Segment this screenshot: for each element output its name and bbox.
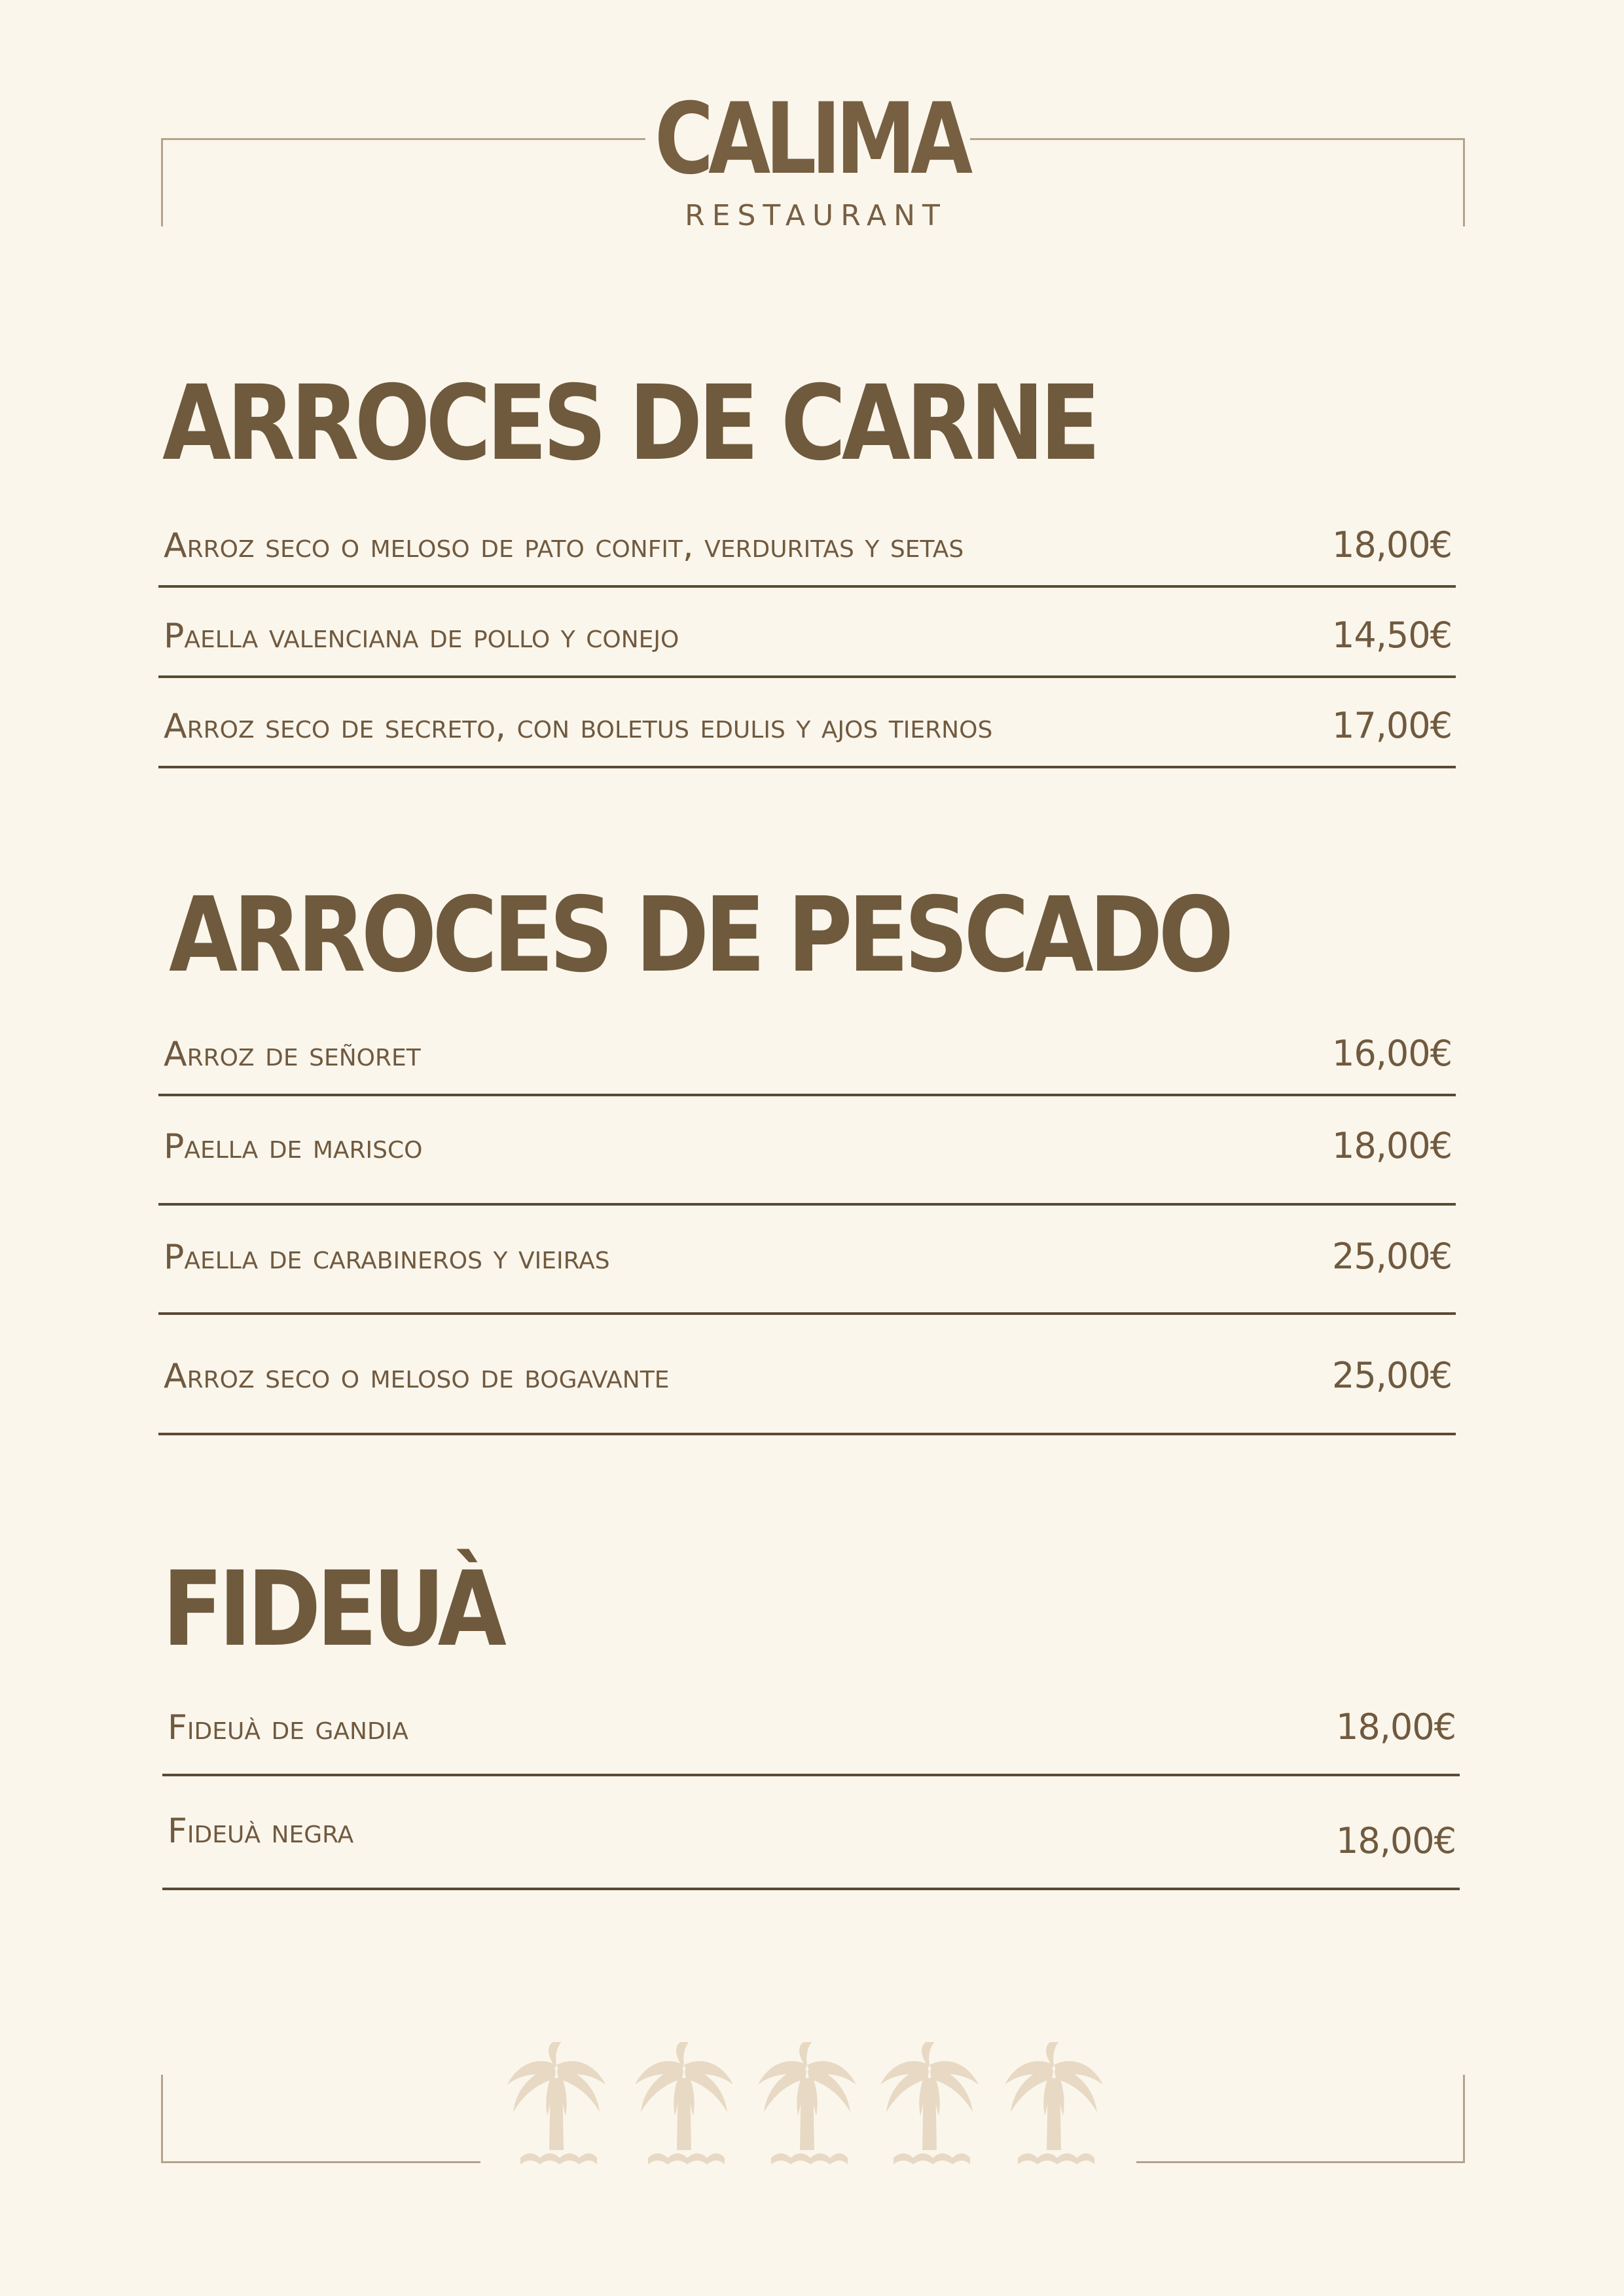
menu-item: [158, 497, 1456, 588]
frame-bottom-left-corner: [161, 2075, 163, 2163]
palm-tree-icon: [880, 2042, 979, 2164]
menu-item-price: 18,00€: [1332, 524, 1452, 565]
menu-item-name: Arroz seco o meloso de pato confit, verduritas y setas: [164, 526, 964, 565]
menu-item: [158, 1096, 1456, 1206]
menu-item-name: Arroz seco de secreto, con boletus edulis y ajos tiernos: [164, 707, 993, 746]
menu-item: [158, 1001, 1456, 1096]
menu-item: [158, 1206, 1456, 1315]
menu-item: [158, 588, 1456, 678]
section-title-arroces-carne: ARROCES DE CARNE: [162, 363, 1096, 484]
menu-item-name: Arroz seco o meloso de bogavante: [164, 1357, 670, 1396]
menu-item-price: 16,00€: [1332, 1033, 1452, 1074]
frame-bottom-right-line: [1136, 2161, 1465, 2163]
palm-tree-icon: [507, 2042, 605, 2164]
menu-item-price: 18,00€: [1336, 1706, 1456, 1748]
palm-tree-icon: [635, 2042, 733, 2164]
brand-subtitle: RESTAURANT: [685, 199, 947, 232]
menu-item-name: Paella de marisco: [164, 1127, 423, 1166]
menu-item: [162, 1676, 1460, 1776]
menu-item-name: Fideuà negra: [168, 1812, 354, 1851]
brand-logo: CALIMA: [654, 82, 967, 196]
menu-item-name: Paella valenciana de pollo y conejo: [164, 617, 679, 656]
menu-item-name: Paella de carabineros y vieiras: [164, 1238, 610, 1277]
section-title-fideua: FIDEUÀ: [162, 1549, 503, 1670]
palm-trees-decoration: [504, 2042, 1106, 2166]
menu-item-price: 14,50€: [1332, 615, 1452, 656]
palm-tree-icon: [1005, 2042, 1103, 2164]
menu-item: [162, 1776, 1460, 1890]
section-title-arroces-pescado: ARROCES DE PESCADO: [169, 875, 1230, 996]
menu-item-price: 18,00€: [1332, 1125, 1452, 1166]
menu-item-price: 25,00€: [1332, 1236, 1452, 1277]
menu-item-price: 18,00€: [1336, 1820, 1456, 1861]
palm-tree-icon: [758, 2042, 856, 2164]
menu-item-name: Arroz de señoret: [164, 1035, 421, 1074]
menu-item-price: 17,00€: [1332, 705, 1452, 746]
menu-item-name: Fideuà de gandia: [168, 1708, 408, 1748]
frame-bottom-right-corner: [1463, 2075, 1465, 2163]
frame-bottom-left-line: [161, 2161, 480, 2163]
menu-item: [158, 1315, 1456, 1435]
menu-item: [158, 678, 1456, 768]
menu-item-price: 25,00€: [1332, 1355, 1452, 1396]
